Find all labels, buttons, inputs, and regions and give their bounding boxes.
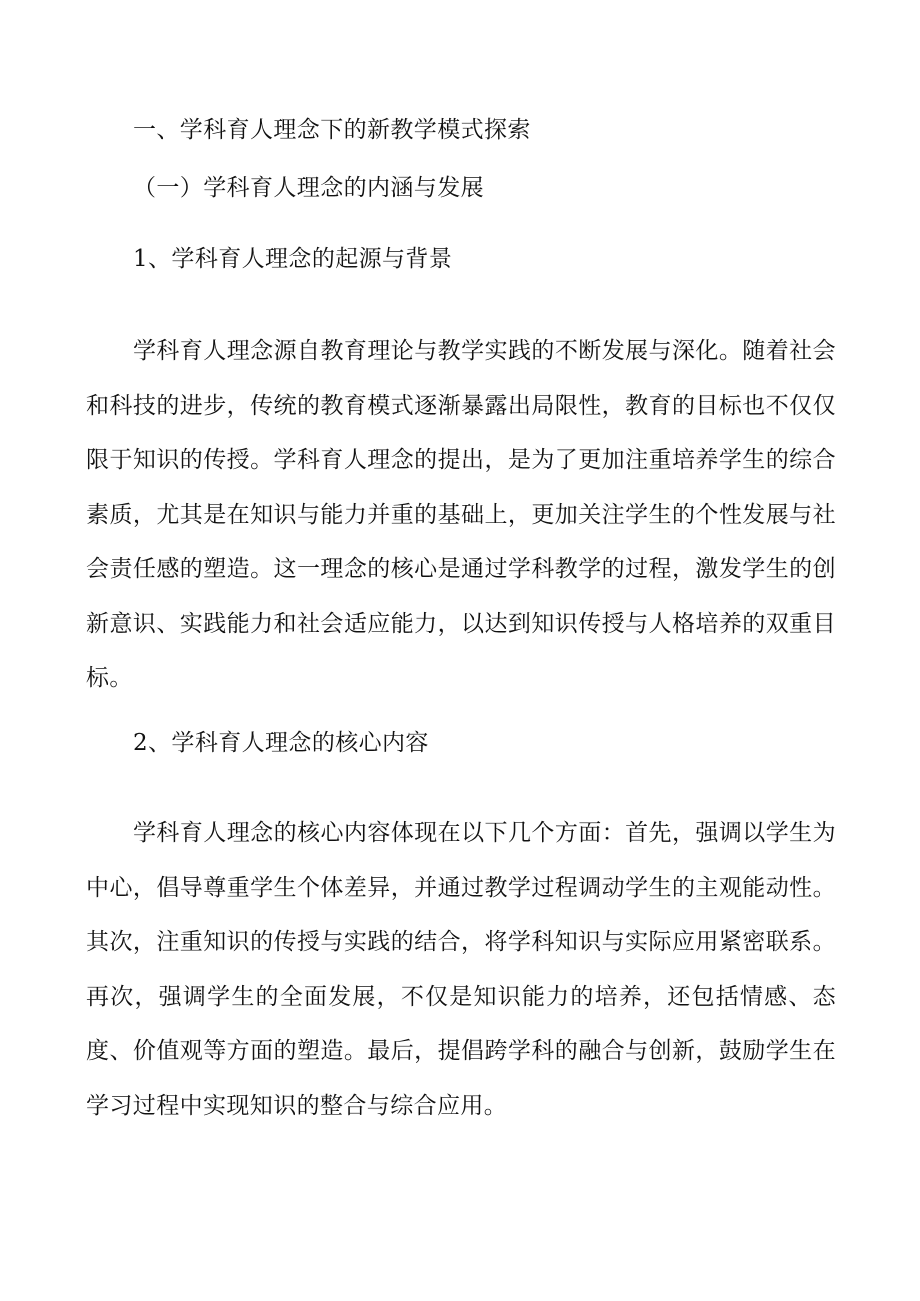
chapter-heading: 一、学科育人理念下的新教学模式探索 [133,117,531,143]
subsection-title-1: 1、学科育人理念的起源与背景 [133,246,453,272]
body-paragraph-2: 学科育人理念的核心内容体现在以下几个方面：首先，强调以学生为中心，倡导尊重学生个体差异，并通过教学过程调动学生的主观能动性。其次，注重知识的传授与实践的结合，将学科知识与实际应用紧密联系。再次，强调学生的全面发展，不仅是知识能力的培养，还包括情感、态度、价值观等方面的塑造。最后，提倡跨学科的融合与创新，鼓励学生在学习过程中实现知识的整合与综合应用。 [86,820,836,1119]
subsection-title-2: 2、学科育人理念的核心内容 [133,730,429,756]
section-heading: （一）学科育人理念的内涵与发展 [133,175,484,201]
body-paragraph-1: 学科育人理念源自教育理论与教学实践的不断发展与深化。随着社会和科技的进步，传统的教育模式逐渐暴露出局限性，教育的目标也不仅仅限于知识的传授。学科育人理念的提出，是为了更加注重培养学生的综合素质，尤其是在知识与能力并重的基础上，更加关注学生的个性发展与社会责任感的塑造。这一理念的核心是通过学科教学的过程，激发学生的创新意识、实践能力和社会适应能力，以达到知识传授与人格培养的双重目标。 [86,338,836,691]
